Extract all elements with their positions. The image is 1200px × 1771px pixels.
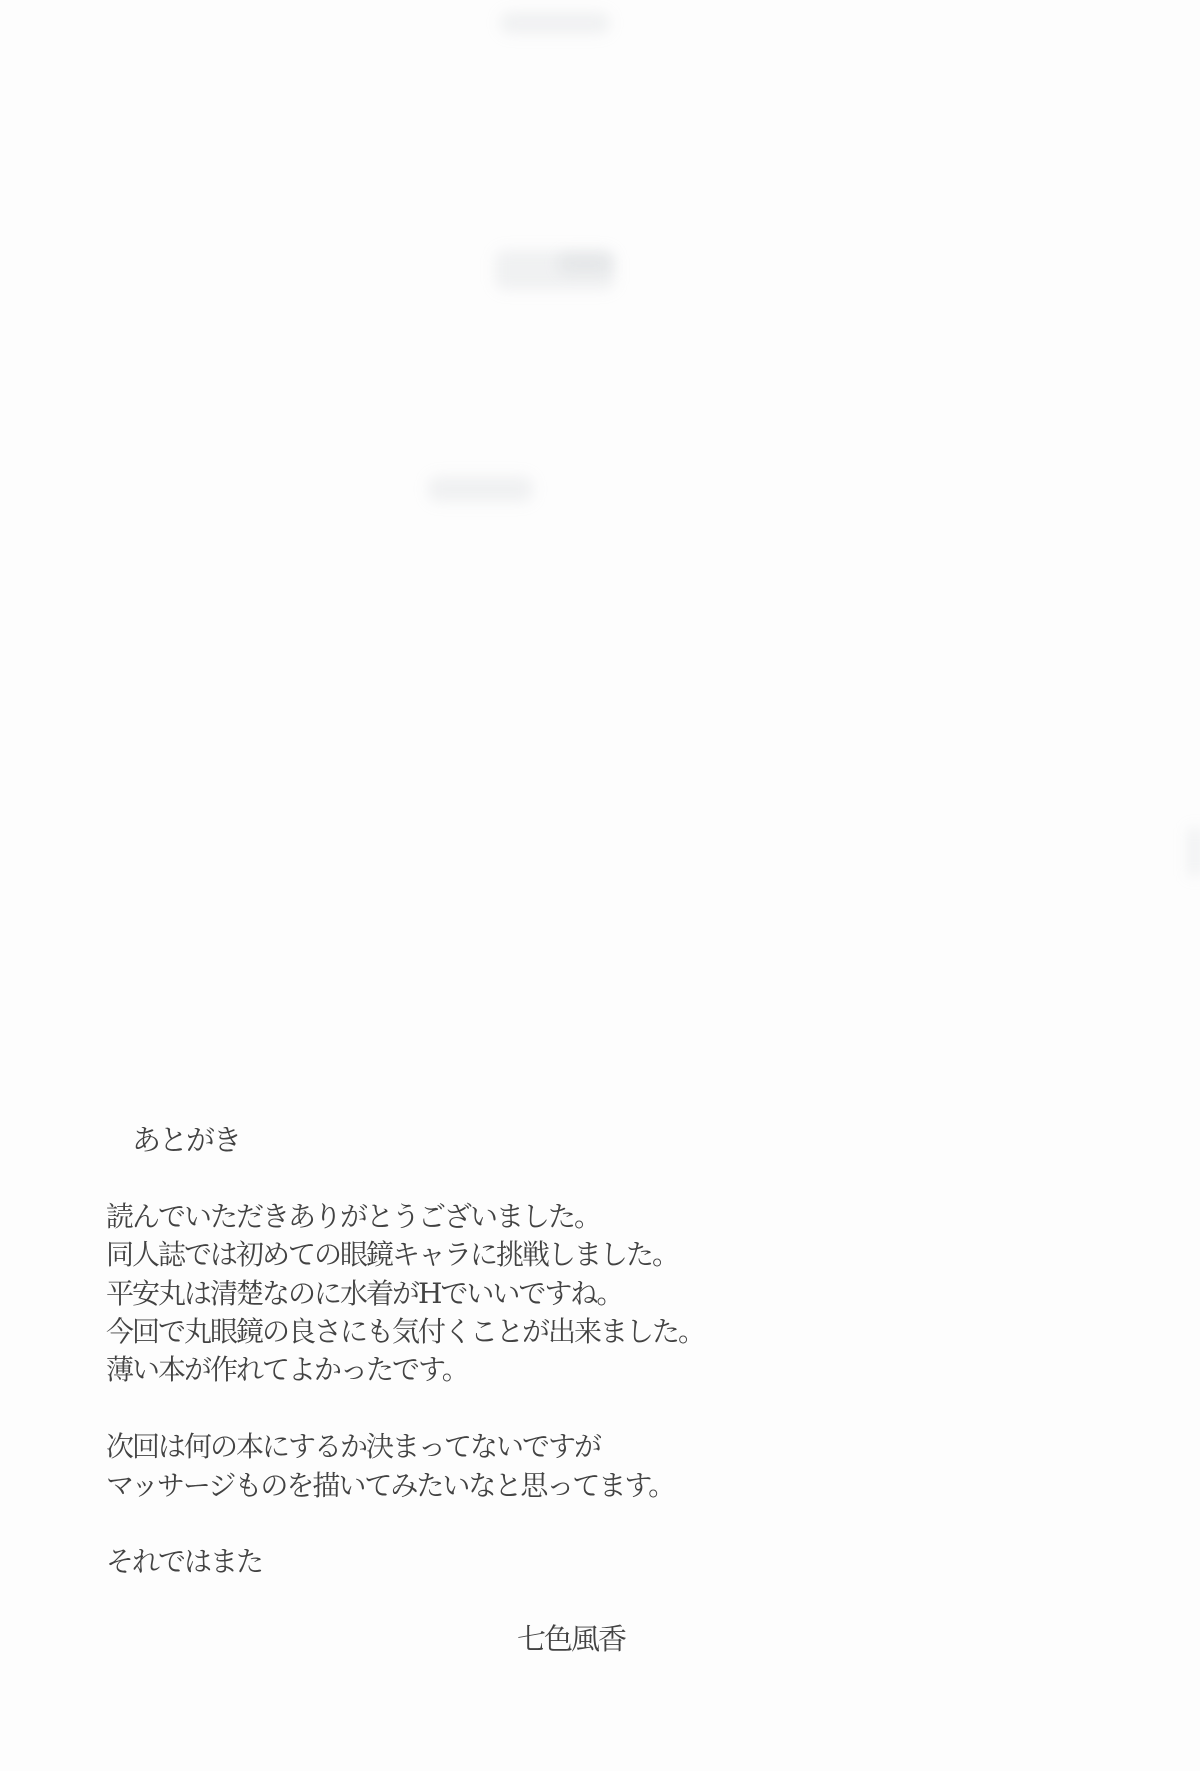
afterword-paragraph1-line: 同人誌では初めての眼鏡キャラに挑戦しました。 [106, 1238, 679, 1272]
afterword-paragraph1-line: 薄い本が作れてよかったです。 [106, 1353, 468, 1387]
afterword-paragraph1-line: 平安丸は清楚なのに水着がHでいいですね。 [106, 1276, 623, 1310]
bleed-through-artifact [495, 250, 615, 290]
bleed-through-artifact [428, 476, 533, 502]
bleed-through-artifact [500, 12, 610, 34]
afterword-paragraph1-line: 読んでいただきありがとうございました。 [106, 1199, 601, 1233]
afterword-paragraph2-line: 次回は何の本にするか決まってないですが [106, 1430, 601, 1464]
bleed-through-artifact [1188, 828, 1200, 876]
afterword-paragraph2-line: マッサージものを描いてみたいなと思ってます。 [106, 1468, 675, 1502]
author-signature: 七色風香 [517, 1622, 626, 1657]
afterword-paragraph1-line: 今回で丸眼鏡の良さにも気付くことが出来ました。 [106, 1315, 705, 1349]
afterword-paragraph-1 [106, 1198, 1106, 1390]
bleed-through-artifact [558, 252, 613, 274]
afterword-text-block [106, 1121, 1106, 1659]
afterword-closing: それではまた [106, 1545, 263, 1579]
afterword-paragraph-2 [106, 1428, 1106, 1505]
afterword-heading: あとがき [132, 1123, 241, 1157]
